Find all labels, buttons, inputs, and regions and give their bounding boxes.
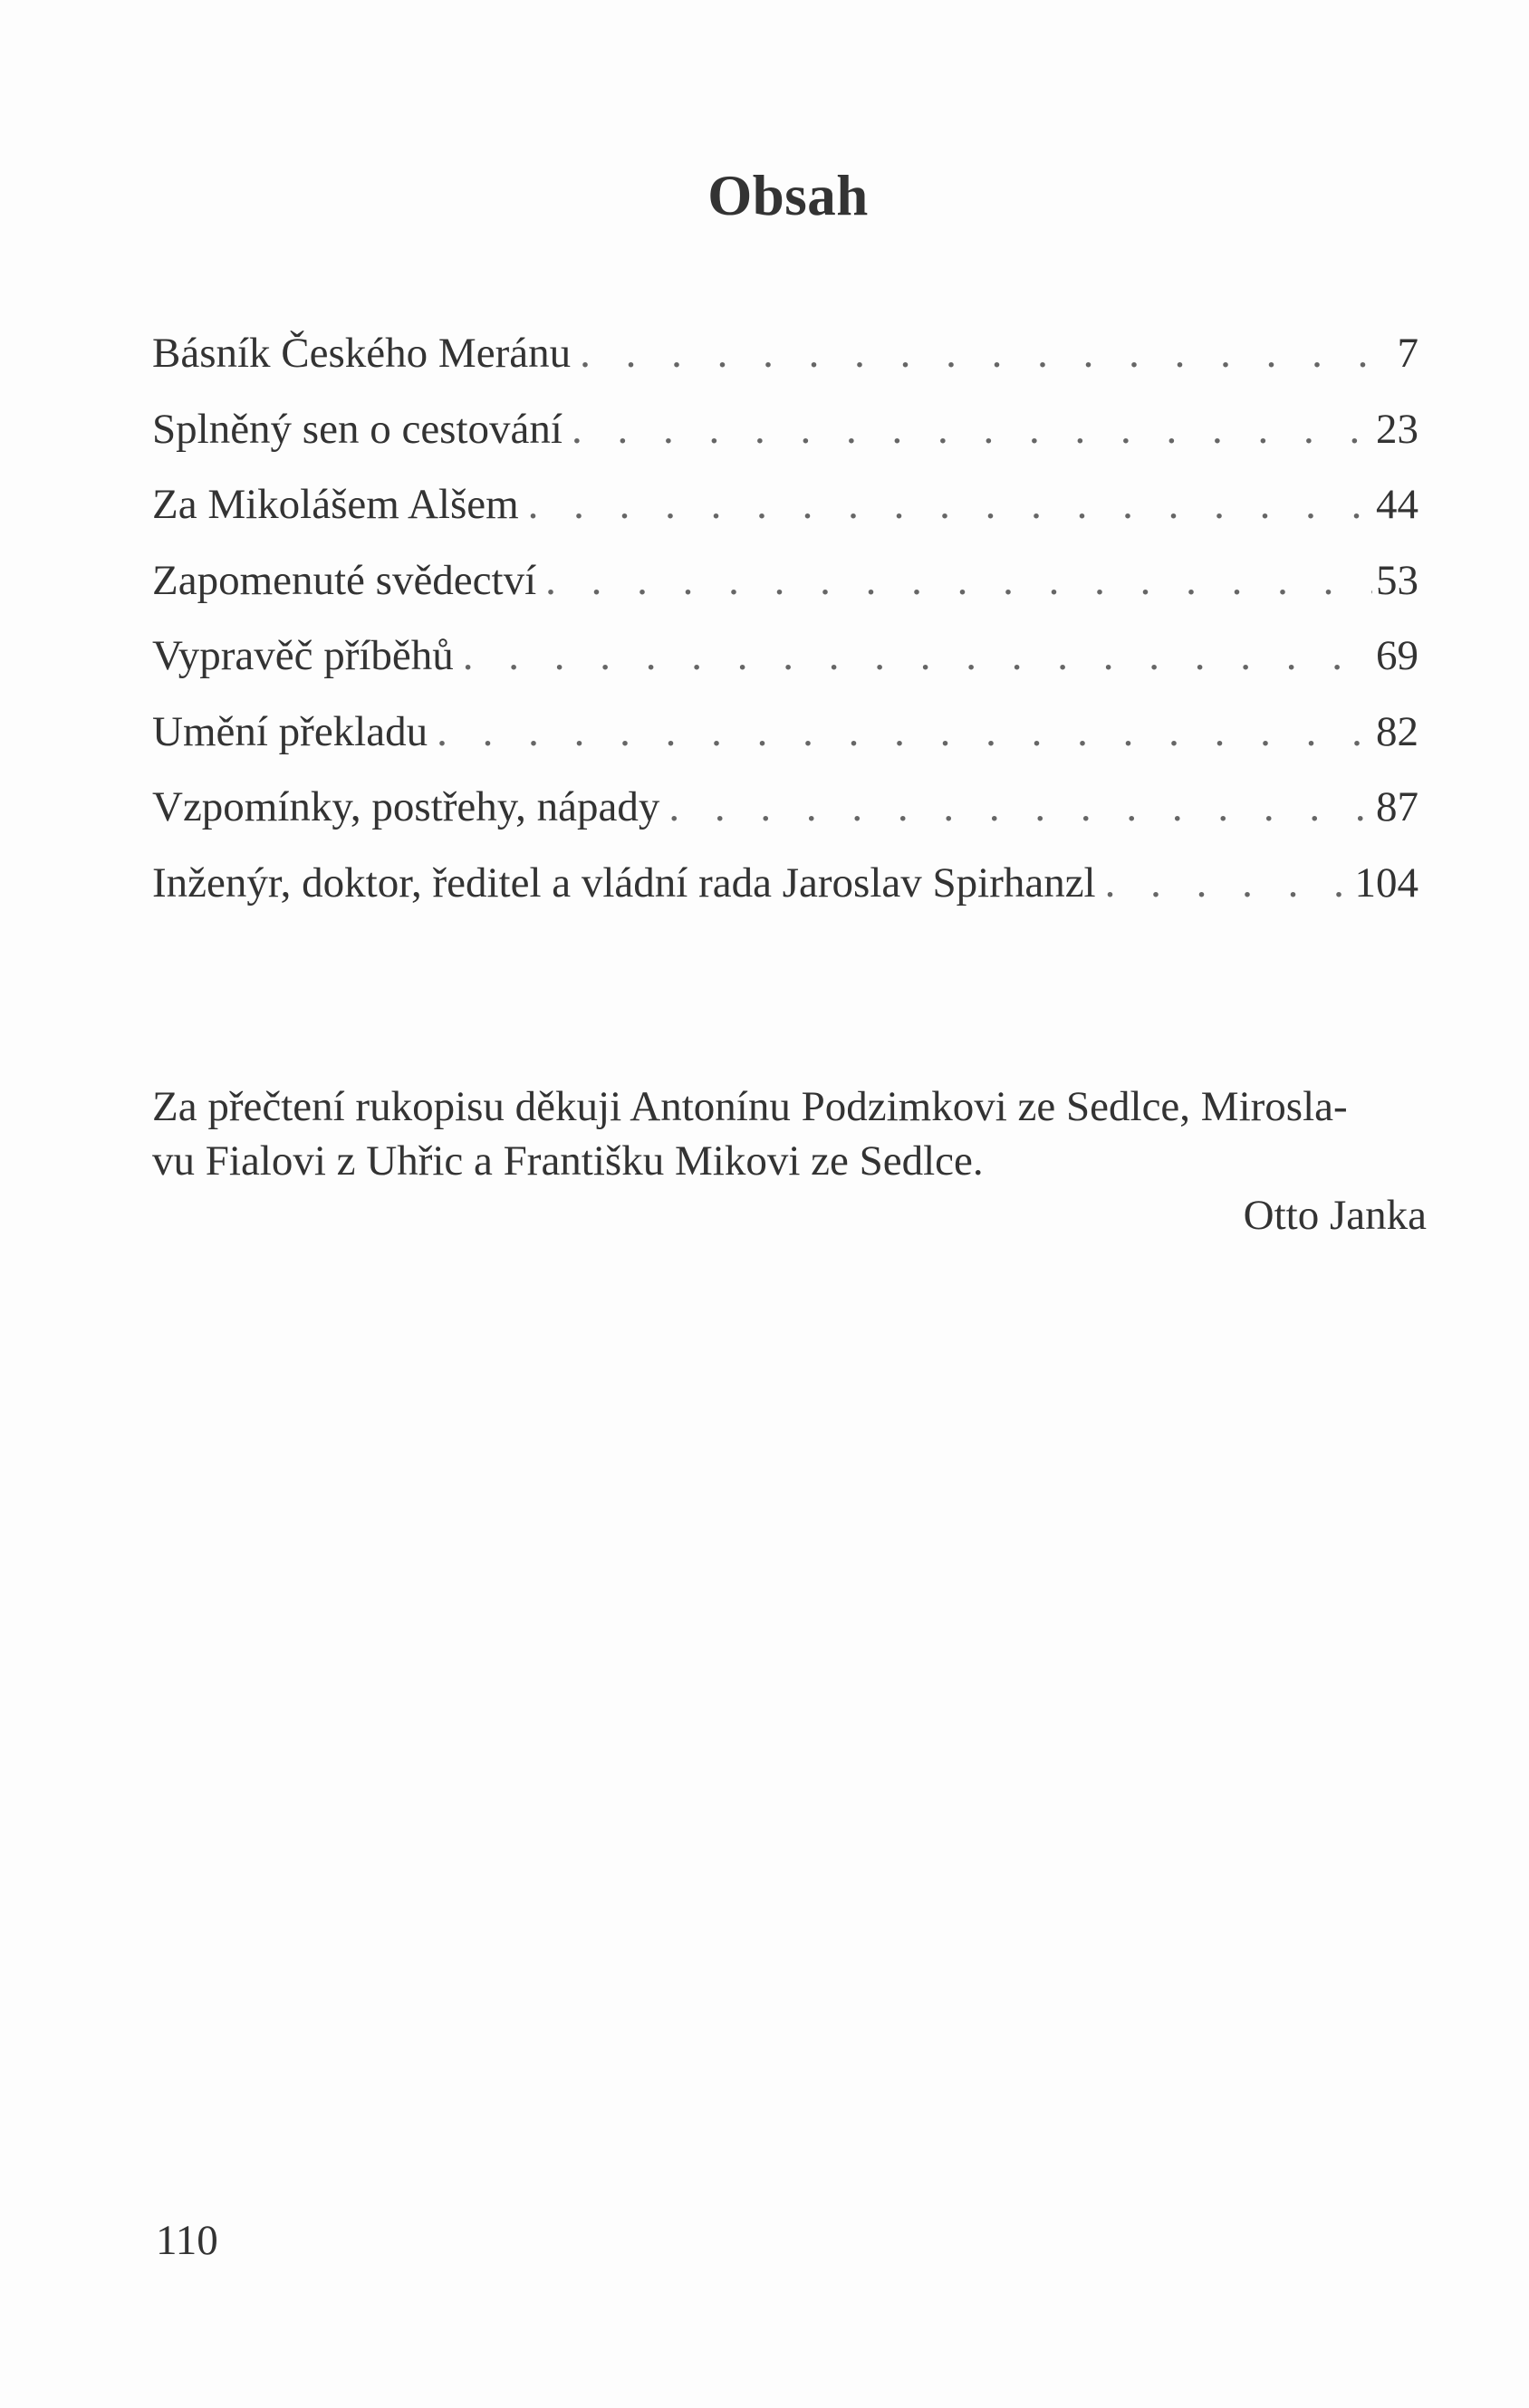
toc-entry-title: Vzpomínky, postřehy, nápady bbox=[152, 783, 660, 830]
acknowledgement-line: vu Fialovi z Uhřic a Františku Mikovi ze Sedlce. bbox=[152, 1137, 984, 1185]
toc-leader-dots bbox=[580, 328, 1388, 379]
toc-leader-dots bbox=[572, 404, 1372, 455]
toc-leader-dots bbox=[1105, 858, 1351, 908]
acknowledgement-paragraph bbox=[152, 1079, 1429, 1188]
page-title: Obsah bbox=[707, 164, 869, 227]
toc-leader-dots bbox=[668, 782, 1372, 832]
toc-entry-title: Umění překladu bbox=[152, 707, 428, 755]
page-number: 110 bbox=[156, 2217, 218, 2264]
toc-entry bbox=[152, 404, 1418, 480]
toc-entry-title: Básník Českého Meránu bbox=[152, 330, 572, 377]
toc-entry-title: Splněný sen o cestování bbox=[152, 405, 563, 453]
toc-entry-title: Inženýr, doktor, ředitel a vládní rada Jaroslav Spirhanzl bbox=[152, 859, 1096, 907]
toc-entry-page: 23 bbox=[1376, 405, 1418, 453]
acknowledgement-line: Za přečtení rukopisu děkuji Antonínu Podzimkovi ze Sedlce, Mirosla- bbox=[152, 1083, 1348, 1130]
toc-leader-dots bbox=[463, 630, 1372, 681]
toc-leader-dots bbox=[437, 706, 1372, 757]
toc-leader-dots bbox=[528, 479, 1372, 530]
toc-leader-dots bbox=[545, 555, 1372, 606]
toc-entry-page: 82 bbox=[1376, 707, 1418, 755]
toc-entry bbox=[152, 630, 1418, 706]
toc-entry-page: 87 bbox=[1376, 783, 1418, 830]
toc-entry bbox=[152, 782, 1418, 858]
toc-entry-title: Zapomenuté svědectví bbox=[152, 556, 537, 604]
toc-entry-page: 104 bbox=[1354, 859, 1418, 907]
toc-entry-title: Za Mikolášem Alšem bbox=[152, 481, 519, 528]
toc-entry bbox=[152, 858, 1418, 934]
toc-entry bbox=[152, 706, 1418, 782]
toc-entry-page: 7 bbox=[1397, 330, 1418, 377]
table-of-contents bbox=[152, 328, 1418, 933]
toc-entry-page: 69 bbox=[1376, 632, 1418, 679]
toc-entry-page: 44 bbox=[1376, 481, 1418, 528]
toc-entry bbox=[152, 328, 1418, 404]
toc-entry-title: Vypravěč příběhů bbox=[152, 632, 454, 679]
toc-entry-page: 53 bbox=[1376, 556, 1418, 604]
author-signature: Otto Janka bbox=[1243, 1192, 1427, 1239]
toc-entry bbox=[152, 555, 1418, 631]
toc-entry bbox=[152, 479, 1418, 555]
